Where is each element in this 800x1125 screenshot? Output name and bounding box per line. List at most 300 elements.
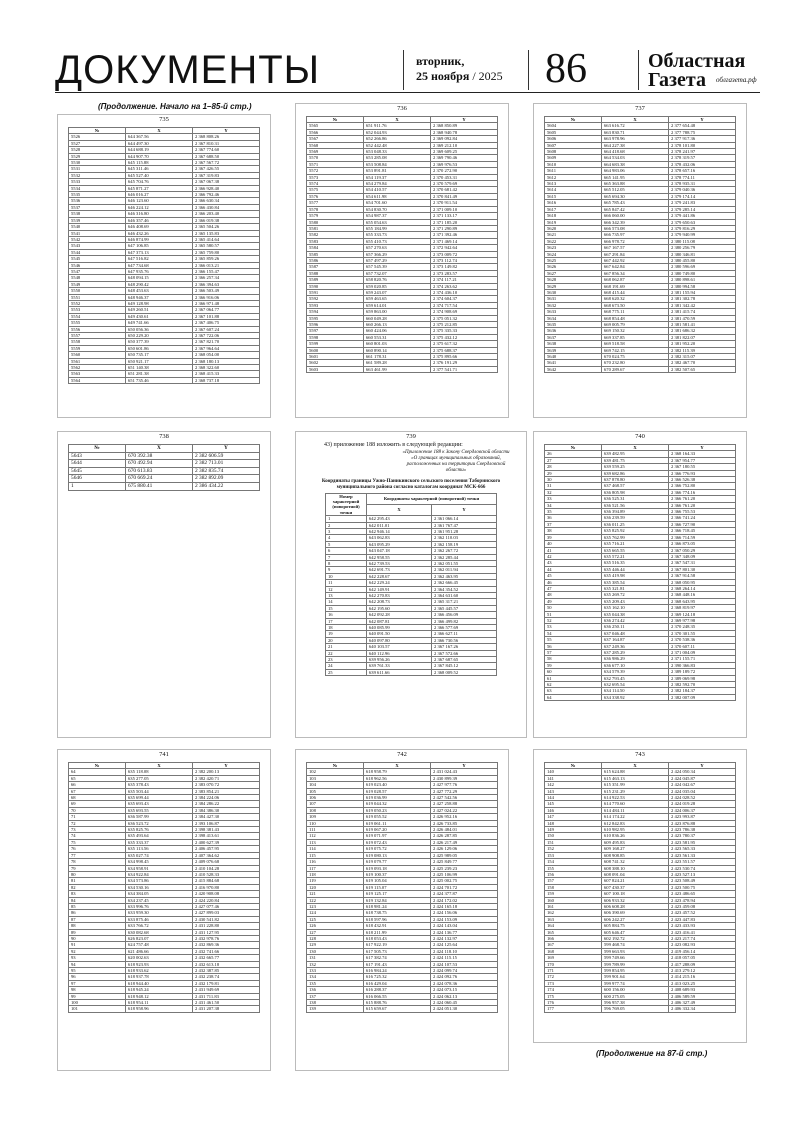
x-coordinate-cell: 615 351.99 <box>602 782 669 788</box>
point-number-cell: 58 <box>545 656 602 662</box>
point-number-cell: 91 <box>69 942 126 948</box>
y-coordinate-cell: 2 423 581.95 <box>669 839 736 845</box>
y-coordinate-cell: 2 366 503.49 <box>193 288 260 294</box>
y-coordinate-cell: 2 427 772.29 <box>431 788 498 794</box>
point-number-cell: 55 <box>545 637 602 643</box>
point-number-cell: 13 <box>326 593 367 599</box>
point-number-cell: 168 <box>545 948 602 954</box>
table-panel <box>533 749 747 1043</box>
y-coordinate-cell: 2 367 572.66 <box>432 650 497 656</box>
x-coordinate-cell: 669 518.58 <box>602 341 669 347</box>
x-coordinate-cell: 642 270.83 <box>367 593 432 599</box>
point-number-cell: 31 <box>545 483 602 489</box>
y-coordinate-cell: 2 382 507.65 <box>669 366 736 372</box>
y-coordinate-cell: 2 367 607.24 <box>193 326 260 332</box>
y-coordinate-cell: 2 370 681.42 <box>431 187 498 193</box>
point-number-cell: 156 <box>545 871 602 877</box>
point-number-cell: 5556 <box>69 326 126 332</box>
x-coordinate-cell: 663 616.72 <box>602 123 669 129</box>
x-coordinate-cell: 614 174.22 <box>602 814 669 820</box>
point-number-cell: 5588 <box>307 270 364 276</box>
point-number-cell: 5541 <box>69 230 126 236</box>
y-coordinate-cell: 2 367 426.55 <box>193 166 260 172</box>
y-coordinate-cell: 2 367 964.64 <box>193 345 260 351</box>
point-number-cell: 5581 <box>307 225 364 231</box>
y-coordinate-cell: 2 416 970.80 <box>193 884 260 890</box>
x-coordinate-cell: 602 192.72 <box>602 935 669 941</box>
section-title: ДОКУМЕНТЫ <box>55 48 321 92</box>
y-coordinate-cell: 2 374 263.62 <box>431 283 498 289</box>
y-coordinate-cell: 2 380 115.08 <box>669 238 736 244</box>
y-coordinate-cell: 2 379 441.86 <box>669 213 736 219</box>
point-number-cell: 5604 <box>545 123 602 129</box>
x-coordinate-cell: 647 935.76 <box>126 268 193 274</box>
point-number-cell: 5527 <box>69 140 126 146</box>
y-coordinate-cell: 2 366 873.05 <box>669 541 736 547</box>
x-coordinate-cell: 635 516.35 <box>602 560 669 566</box>
x-coordinate-cell: 635 493.64 <box>126 833 193 839</box>
y-coordinate-cell: 2 423 993.87 <box>669 814 736 820</box>
y-coordinate-cell: 2 362 267.72 <box>432 548 497 554</box>
x-coordinate-cell: 634 998.45 <box>126 859 193 865</box>
point-number-cell: 95 <box>69 968 126 974</box>
x-coordinate-cell: 636 274.42 <box>602 617 669 623</box>
y-coordinate-cell: 2 366 730.56 <box>432 637 497 643</box>
x-coordinate-cell: 614 770.60 <box>602 801 669 807</box>
point-number-cell: 5609 <box>545 155 602 161</box>
point-number-cell: 123 <box>307 903 364 909</box>
panel-page-number: 740 <box>635 433 645 440</box>
x-coordinate-cell: 644 497.30 <box>126 140 193 146</box>
y-coordinate-cell: 2 423 217.74 <box>669 935 736 941</box>
y-coordinate-cell: 2 368 322.60 <box>193 365 260 371</box>
point-number-cell: 5545 <box>69 256 126 262</box>
x-coordinate-cell: 632 793.45 <box>602 675 669 681</box>
y-coordinate-cell: 2 427 024.22 <box>431 807 498 813</box>
x-coordinate-cell: 596 769.05 <box>602 1006 669 1012</box>
coordinates-table <box>544 116 736 373</box>
point-number-cell: 8 <box>326 560 367 566</box>
point-number-cell: 119 <box>307 878 364 884</box>
point-number-cell: 36 <box>545 515 602 521</box>
y-coordinate-cell: 2 362 158.19 <box>432 541 497 547</box>
y-coordinate-cell: 2 423 561.33 <box>669 852 736 858</box>
point-number-cell: 5612 <box>545 174 602 180</box>
point-number-cell: 48 <box>545 592 602 598</box>
y-coordinate-cell: 2 382 835.74 <box>193 467 260 475</box>
x-coordinate-cell: 615 624.88 <box>602 769 669 775</box>
y-coordinate-cell: 2 382 200.13 <box>193 769 260 775</box>
y-coordinate-cell: 2 366 019.38 <box>193 217 260 223</box>
point-number-cell: 5571 <box>307 161 364 167</box>
x-coordinate-cell: 642 092.28 <box>367 612 432 618</box>
point-number-cell: 5583 <box>307 238 364 244</box>
point-number-cell: 148 <box>545 820 602 826</box>
y-coordinate-cell: 2 365 414.64 <box>193 236 260 242</box>
y-coordinate-cell: 2 382 184.37 <box>669 688 736 694</box>
point-number-cell: 53 <box>545 624 602 630</box>
x-coordinate-cell: 607 100.18 <box>602 891 669 897</box>
y-coordinate-cell: 2 382 315.07 <box>669 354 736 360</box>
column-header-x: X <box>602 445 669 451</box>
x-coordinate-cell: 608 741.32 <box>602 859 669 865</box>
point-number-cell: 4 <box>326 535 367 541</box>
x-coordinate-cell: 614 484.11 <box>602 807 669 813</box>
point-number-cell: 1 <box>326 516 367 522</box>
x-coordinate-cell: 664 983.06 <box>602 168 669 174</box>
point-number-cell: 5597 <box>307 328 364 334</box>
x-coordinate-cell: 667 291.84 <box>602 251 669 257</box>
y-coordinate-cell: 2 367 810.31 <box>193 140 260 146</box>
point-number-cell: 5634 <box>545 315 602 321</box>
table-row <box>69 482 260 490</box>
y-coordinate-cell: 2 423 508.49 <box>669 878 736 884</box>
x-coordinate-cell: 670 232.80 <box>602 360 669 366</box>
x-coordinate-cell: 618 958.96 <box>126 1006 193 1012</box>
logo-line-2: Газета <box>648 69 706 91</box>
point-number-cell: 15 <box>326 605 367 611</box>
x-coordinate-cell: 605 646.47 <box>602 929 669 935</box>
point-number-cell: 22 <box>326 650 367 656</box>
x-coordinate-cell: 668 775.11 <box>602 309 669 315</box>
column-header-y: Y <box>431 117 498 123</box>
point-number-cell: 5599 <box>307 341 364 347</box>
x-coordinate-cell: 639 611.66 <box>367 669 432 675</box>
point-number-cell: 86 <box>69 910 126 916</box>
point-number-cell: 5532 <box>69 172 126 178</box>
table-panel <box>295 749 509 1071</box>
y-coordinate-cell: 2 370 538.36 <box>669 637 736 643</box>
y-coordinate-cell: 2 362 666.45 <box>432 580 497 586</box>
y-coordinate-cell: 2 369 790.46 <box>431 155 498 161</box>
x-coordinate-cell: 660 553.31 <box>364 334 431 340</box>
y-coordinate-cell: 2 427 258.88 <box>431 801 498 807</box>
point-number-cell: 5598 <box>307 334 364 340</box>
point-number-cell: 5590 <box>307 283 364 289</box>
table-row <box>545 366 736 372</box>
x-coordinate-cell: 668 673.50 <box>602 302 669 308</box>
point-number-cell: 12 <box>326 586 367 592</box>
x-coordinate-cell: 635 446.44 <box>602 566 669 572</box>
point-number-cell: 38 <box>545 528 602 534</box>
point-number-cell: 114 <box>307 846 364 852</box>
y-coordinate-cell: 2 370 911.54 <box>431 200 498 206</box>
y-coordinate-cell: 2 367 845.12 <box>432 663 497 669</box>
point-number-cell: 5555 <box>69 320 126 326</box>
x-coordinate-cell: 652 266.86 <box>364 136 431 142</box>
point-number-cell: 5595 <box>307 315 364 321</box>
y-coordinate-cell: 2 427 542.56 <box>431 795 498 801</box>
point-number-cell: 146 <box>545 807 602 813</box>
y-coordinate-cell: 2 393 106.87 <box>193 820 260 826</box>
y-coordinate-cell: 2 376 191.29 <box>431 360 498 366</box>
x-coordinate-cell: 670 024.75 <box>602 354 669 360</box>
x-coordinate-cell: 653 508.84 <box>364 161 431 167</box>
point-number-cell: 158 <box>545 884 602 890</box>
y-coordinate-cell: 2 373 149.82 <box>431 264 498 270</box>
y-coordinate-cell: 2 382 606.59 <box>193 452 260 460</box>
y-coordinate-cell: 2 365 504.26 <box>193 224 260 230</box>
table-panel <box>295 431 527 738</box>
point-number-cell: 57 <box>545 650 602 656</box>
x-coordinate-cell: 640 112.96 <box>367 650 432 656</box>
y-coordinate-cell: 2 424 062.13 <box>431 993 498 999</box>
panel-page-number: 741 <box>159 751 169 758</box>
y-coordinate-cell: 2 431 127.95 <box>193 929 260 935</box>
x-coordinate-cell: 667 167.57 <box>602 245 669 251</box>
y-coordinate-cell: 2 415 884.68 <box>193 878 260 884</box>
y-coordinate-cell: 2 377 917.36 <box>669 136 736 142</box>
x-coordinate-cell: 615 659.67 <box>364 1006 431 1012</box>
y-coordinate-cell: 2 374 604.37 <box>431 296 498 302</box>
y-coordinate-cell: 2 367 774.60 <box>193 147 260 153</box>
x-coordinate-cell: 619 125.17 <box>364 891 431 897</box>
x-coordinate-cell: 634 579.39 <box>602 669 669 675</box>
y-coordinate-cell: 2 424 060.45 <box>431 1000 498 1006</box>
y-coordinate-cell: 2 361 066.14 <box>432 516 497 522</box>
point-number-cell: 5540 <box>69 224 126 230</box>
x-coordinate-cell: 619 071.97 <box>364 833 431 839</box>
y-coordinate-cell: 2 379 241.83 <box>669 200 736 206</box>
point-number-cell: 5554 <box>69 313 126 319</box>
coordinates-table <box>68 127 260 384</box>
point-number-cell: 59 <box>545 662 602 668</box>
point-number-cell: 23 <box>326 657 367 663</box>
x-coordinate-cell: 665 141.95 <box>602 174 669 180</box>
x-coordinate-cell: 635 572.21 <box>602 553 669 559</box>
y-coordinate-cell: 2 431 024.43 <box>431 769 498 775</box>
point-number-cell: 127 <box>307 929 364 935</box>
point-number-cell: 140 <box>545 769 602 775</box>
x-coordinate-cell: 615 463.13 <box>602 775 669 781</box>
x-coordinate-cell: 659 020.85 <box>364 283 431 289</box>
y-coordinate-cell: 2 374 117.21 <box>431 277 498 283</box>
table-row <box>69 452 260 460</box>
x-coordinate-cell: 645 311.46 <box>126 166 193 172</box>
point-number-cell: 171 <box>545 968 602 974</box>
y-coordinate-cell: 2 381 470.59 <box>669 315 736 321</box>
x-coordinate-cell: 661 178.31 <box>364 354 431 360</box>
point-number-cell: 64 <box>69 769 126 775</box>
y-coordinate-cell: 2 423 486.65 <box>669 891 736 897</box>
issue-date <box>416 54 503 84</box>
point-number-cell: 5635 <box>545 322 602 328</box>
table-panel <box>295 103 509 418</box>
continuation-note-bottom: (Продолжение на 87-й стр.) <box>596 1049 708 1058</box>
y-coordinate-cell: 2 379 940.99 <box>669 232 736 238</box>
x-coordinate-cell: 619 028.57 <box>364 788 431 794</box>
x-coordinate-cell: 606 608.28 <box>602 903 669 909</box>
site-url: облгазета.рф <box>716 76 757 84</box>
y-coordinate-cell: 2 432 387.85 <box>193 968 260 974</box>
y-coordinate-cell: 2 380 749.80 <box>669 270 736 276</box>
y-coordinate-cell: 2 423 527.13 <box>669 871 736 877</box>
x-coordinate-cell: 615 231.29 <box>602 788 669 794</box>
point-number-cell: 44 <box>545 566 602 572</box>
x-coordinate-cell: 633 996.76 <box>126 903 193 909</box>
point-number-cell: 5526 <box>69 134 126 140</box>
point-number-cell: 5529 <box>69 153 126 159</box>
y-coordinate-cell: 2 365 317.21 <box>432 599 497 605</box>
y-coordinate-cell: 2 426 217.49 <box>431 839 498 845</box>
column-header-number: № <box>307 763 364 769</box>
x-coordinate-cell: 635 716.21 <box>602 541 669 547</box>
x-coordinate-cell: 635 825.92 <box>602 528 669 534</box>
point-number-cell: 52 <box>545 617 602 623</box>
point-number-cell: 75 <box>69 839 126 845</box>
point-number-cell: 5610 <box>545 161 602 167</box>
point-number-cell: 5600 <box>307 347 364 353</box>
point-number-cell: 5636 <box>545 328 602 334</box>
panel-page-number: 742 <box>397 751 407 758</box>
y-coordinate-cell: 2 423 457.52 <box>669 910 736 916</box>
y-coordinate-cell: 2 426 733.85 <box>431 820 498 826</box>
point-number-cell: 5539 <box>69 217 126 223</box>
point-number-cell: 107 <box>307 801 364 807</box>
y-coordinate-cell: 2 389 189.72 <box>669 669 736 675</box>
x-coordinate-cell: 599 854.95 <box>602 968 669 974</box>
y-coordinate-cell: 2 368 643.95 <box>669 598 736 604</box>
column-header-x: X <box>364 763 431 769</box>
y-coordinate-cell: 2 432 741.66 <box>193 948 260 954</box>
column-header-x: X <box>364 117 431 123</box>
y-coordinate-cell: 2 378 101.80 <box>669 142 736 148</box>
point-number-cell: 111 <box>307 827 364 833</box>
x-coordinate-cell: 657 497.29 <box>364 257 431 263</box>
point-number-cell: 5631 <box>545 296 602 302</box>
x-coordinate-cell: 606 390.69 <box>602 910 669 916</box>
y-coordinate-cell: 2 377 541.71 <box>431 366 498 372</box>
y-coordinate-cell: 2 375 432.12 <box>431 334 498 340</box>
y-coordinate-cell: 2 370 607.11 <box>669 643 736 649</box>
table-row <box>545 694 736 700</box>
x-coordinate-cell: 663 978.96 <box>602 136 669 142</box>
point-number-cell: 5570 <box>307 155 364 161</box>
x-coordinate-cell: 668 415.44 <box>602 289 669 295</box>
x-coordinate-cell: 649 128.98 <box>126 300 193 306</box>
y-coordinate-cell: 2 413 279.12 <box>669 968 736 974</box>
x-coordinate-cell: 618 962.56 <box>364 775 431 781</box>
x-coordinate-cell: 645 871.27 <box>126 185 193 191</box>
panel-page-number: 738 <box>159 433 169 440</box>
x-coordinate-cell: 664 418.68 <box>602 149 669 155</box>
y-coordinate-cell: 2 366 928.40 <box>193 185 260 191</box>
y-coordinate-cell: 2 374 717.54 <box>431 302 498 308</box>
x-coordinate-cell: 651 735.46 <box>126 377 193 383</box>
x-coordinate-cell: 619 061.11 <box>364 820 431 826</box>
panel-page-number: 737 <box>635 105 645 112</box>
x-coordinate-cell: 650 735.17 <box>126 352 193 358</box>
y-coordinate-cell: 2 365 580.57 <box>193 243 260 249</box>
x-coordinate-cell: 633 959.30 <box>126 910 193 916</box>
table-row <box>307 1006 498 1012</box>
x-coordinate-cell: 640 103.57 <box>367 644 432 650</box>
point-number-cell: 5585 <box>307 251 364 257</box>
x-coordinate-cell: 619 055.52 <box>364 814 431 820</box>
y-coordinate-cell: 2 368 180.13 <box>193 358 260 364</box>
point-number-cell: 5646 <box>69 475 126 483</box>
header-divider <box>638 50 639 90</box>
point-number-cell: 5633 <box>545 309 602 315</box>
x-coordinate-cell: 614 922.53 <box>602 795 669 801</box>
point-number-cell: 5575 <box>307 187 364 193</box>
y-coordinate-cell: 2 408 689.93 <box>669 987 736 993</box>
point-number-cell: 5608 <box>545 149 602 155</box>
coordinates-table <box>544 444 736 701</box>
table-row <box>69 460 260 468</box>
x-coordinate-cell: 635 269.72 <box>602 592 669 598</box>
x-coordinate-cell: 665 847.42 <box>602 206 669 212</box>
point-number-cell: 5628 <box>545 277 602 283</box>
point-number-cell: 100 <box>69 1000 126 1006</box>
y-coordinate-cell: 2 400 627.39 <box>193 839 260 845</box>
point-number-cell: 10 <box>326 573 367 579</box>
y-coordinate-cell: 2 379 816.29 <box>669 225 736 231</box>
point-number-cell: 96 <box>69 974 126 980</box>
point-number-cell: 154 <box>545 859 602 865</box>
x-coordinate-cell: 655 184.99 <box>364 225 431 231</box>
issue-day-month: 25 ноября <box>416 69 470 83</box>
y-coordinate-cell: 2 367 050.29 <box>669 547 736 553</box>
y-coordinate-cell: 2 365 445.57 <box>432 605 497 611</box>
x-coordinate-cell: 634 530.16 <box>126 884 193 890</box>
y-coordinate-cell: 2 368 819.97 <box>669 605 736 611</box>
x-coordinate-cell: 626 823.07 <box>126 935 193 941</box>
point-number-cell: 163 <box>545 916 602 922</box>
y-coordinate-cell: 2 382 713.01 <box>193 460 260 468</box>
y-coordinate-cell: 2 381 581.41 <box>669 322 736 328</box>
y-coordinate-cell: 2 413 023.25 <box>669 980 736 986</box>
point-number-cell: 112 <box>307 833 364 839</box>
y-coordinate-cell: 2 424 132.97 <box>431 935 498 941</box>
column-header-x: X <box>367 504 432 515</box>
point-number-cell: 5550 <box>69 288 126 294</box>
point-number-cell: 5547 <box>69 268 126 274</box>
y-coordinate-cell: 2 361 767.47 <box>432 522 497 528</box>
x-coordinate-cell: 596 957.38 <box>602 1000 669 1006</box>
x-coordinate-cell: 635 762.99 <box>602 534 669 540</box>
x-coordinate-cell: 635 321.81 <box>602 585 669 591</box>
x-coordinate-cell: 634 958.91 <box>126 865 193 871</box>
point-number-cell: 5560 <box>69 352 126 358</box>
y-coordinate-cell: 2 414 215.16 <box>669 974 736 980</box>
y-coordinate-cell: 2 367 687.65 <box>432 657 497 663</box>
point-number-cell: 153 <box>545 852 602 858</box>
x-coordinate-cell: 666 573.08 <box>602 225 669 231</box>
x-coordinate-cell: 647 373.13 <box>126 249 193 255</box>
x-coordinate-cell: 636 250.11 <box>602 624 669 630</box>
y-coordinate-cell: 2 367 180.55 <box>669 464 736 470</box>
y-coordinate-cell: 2 382 592.70 <box>669 682 736 688</box>
x-coordinate-cell: 636 011.25 <box>602 521 669 527</box>
x-coordinate-cell: 668 854.48 <box>602 315 669 321</box>
point-number-cell: 5549 <box>69 281 126 287</box>
point-number-cell: 30 <box>545 477 602 483</box>
x-coordinate-cell: 635 693.55 <box>126 807 193 813</box>
y-coordinate-cell: 2 423 530.74 <box>669 865 736 871</box>
y-coordinate-cell: 2 367 101.88 <box>193 313 260 319</box>
point-number-cell: 165 <box>545 929 602 935</box>
x-coordinate-cell: 618 211.99 <box>364 929 431 935</box>
y-coordinate-cell: 2 424 165.18 <box>431 903 498 909</box>
x-coordinate-cell: 635 378.43 <box>126 782 193 788</box>
point-number-cell: 5594 <box>307 309 364 315</box>
x-coordinate-cell: 618 432.91 <box>364 923 431 929</box>
y-coordinate-cell: 2 375 895.66 <box>431 354 498 360</box>
point-number-cell: 5640 <box>545 354 602 360</box>
point-number-cell: 63 <box>545 688 602 694</box>
x-coordinate-cell: 653 285.08 <box>364 155 431 161</box>
